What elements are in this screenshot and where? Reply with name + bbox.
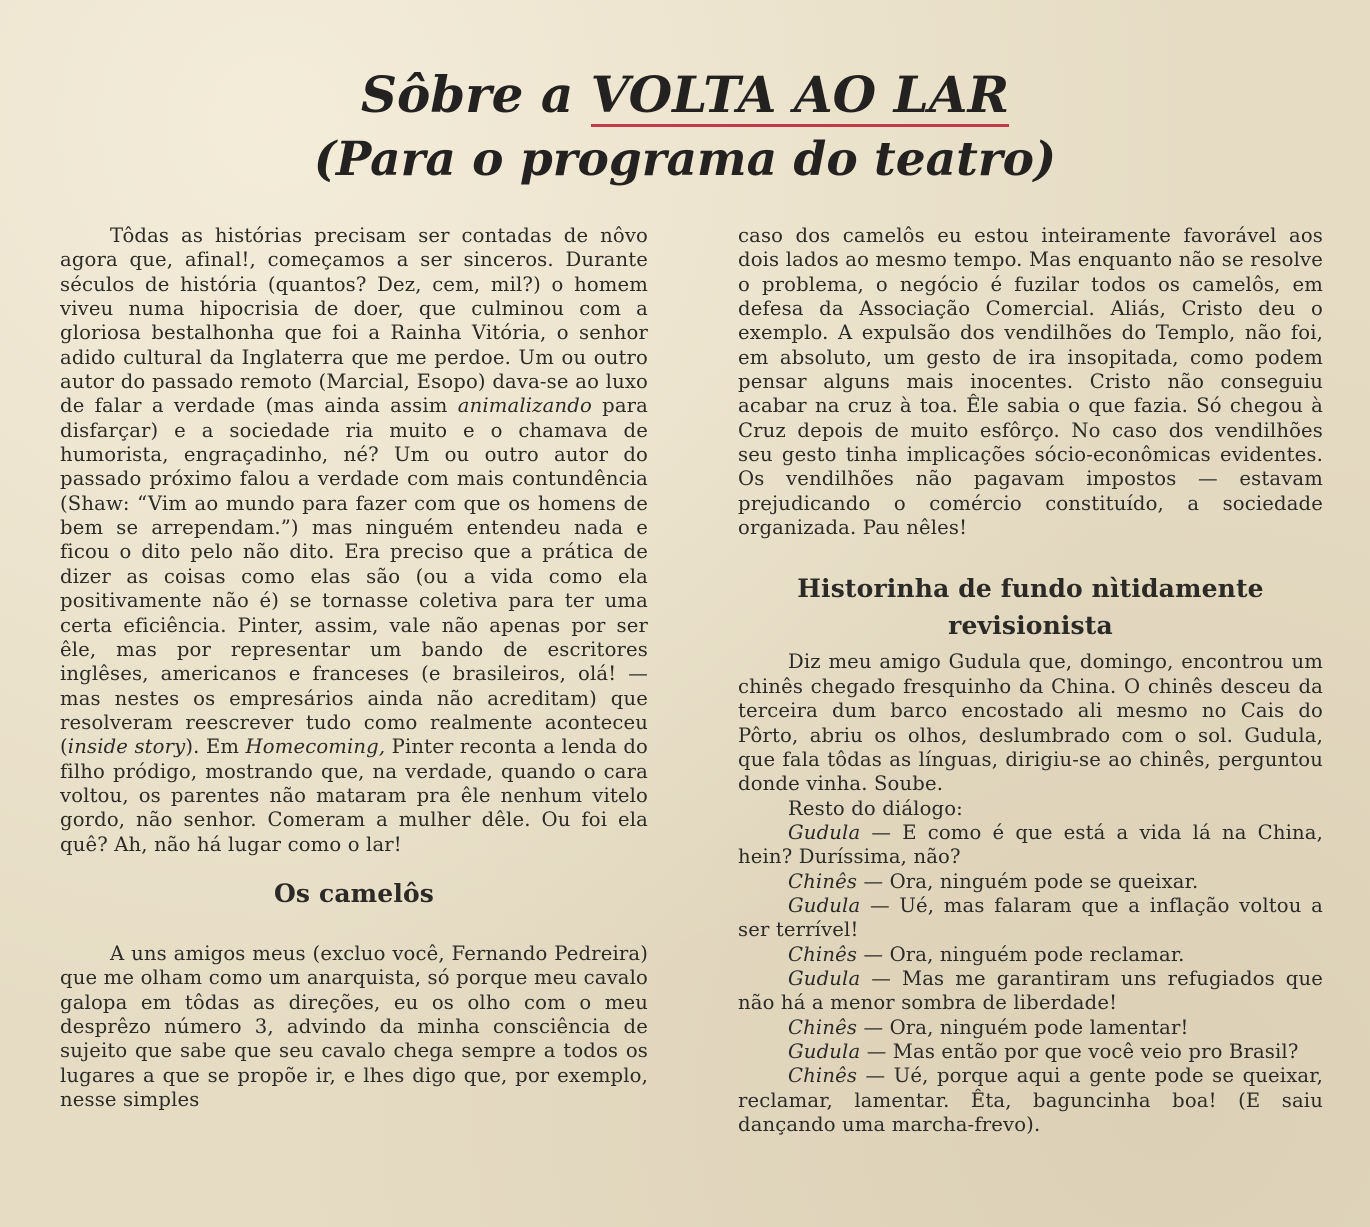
dialogue-text: — Mas me garantiram uns refugiados que não há a menor sombra de liberdade!	[738, 966, 1323, 1015]
dialogue-text: — Ora, ninguém pode reclamar.	[863, 942, 1185, 966]
text-run: ). Em	[185, 735, 240, 759]
dialogue-line	[738, 967, 1323, 1016]
text-run: Pinter reconta a lenda do filho pródigo, mostrando que, na verdade, quando o cara voltou, os parentes não mataram pra êle nenhum vitelo gordo, não senhor. Comeram a mulher dêle. Ou foi ela quê? Ah, não há lugar como o lar!	[60, 735, 648, 856]
dialogue-speaker: Chinês	[788, 1015, 858, 1039]
dialogue-line	[738, 943, 1323, 967]
dialogue-line	[738, 894, 1323, 943]
dialogue-text: — Ué, porque aqui a gente pode se queixar, reclamar, lamentar. Êta, baguncinha boa! (E saiu dançando uma marcha-frevo).	[738, 1064, 1323, 1136]
paragraph-continued: caso dos camelôs eu estou inteiramente favorável aos dois lados ao mesmo tempo. Mas enquanto não se resolve o problema, o negócio é fuzilar todos os camelôs, em defesa da Associação Comercial. Aliás, Cristo deu o exemplo. A expulsão dos vendilhões do Templo, não foi, em absoluto, um gesto de ira insopitada, como podem pensar alguns mais inocentes. Cristo não conseguiu acabar na cruz à toa. Êle sabia o que fazia. Só chegou à Cruz depois de muito esfôrço. No caso dos vendilhões seu gesto tinha implicações sócio-econômicas evidentes. Os vendilhões não pagavam impostos — estavam prejudicando o comércio constituído, a sociedade organizada. Pau nêles!	[738, 224, 1323, 540]
paragraph-intro	[60, 224, 648, 857]
paragraph-historinha: Diz meu amigo Gudula que, domingo, encontrou um chinês chegado fresquinho da China. O chinês desceu da terceira dum barco encostado ali mesmo no Cais do Pôrto, abriu os olhos, deslumbrado com o sol. Gudula, que fala tôdas as línguas, dirigiu-se ao chinês, perguntou donde vinha. Soube.	[738, 650, 1323, 796]
text-run: para disfarçar) e a sociedade ria muito e o chamava de humorista, engraçadinho, né? Um ou outro autor do passado próximo falou a verdade com mais contundência (Shaw: “Vim ao mundo para fazer com que os homens de bem se arrependam.”) mas ninguém entendeu nada e ficou o dito pelo não dito. Era preciso que a prática de dizer as coisas como elas são (ou a vida como ela positivamente não é) se tornasse coletiva para ter uma certa eficiência. Pinter, assim, vale não apenas por ser êle, mas por representar um bando de escritores inglêses, americanos e franceses (e brasileiros, olá! — mas nestes os empresários ainda não acreditam) que resolveram reescrever tudo como realmente aconteceu (	[60, 394, 648, 759]
subhead-camelos: Os camelôs	[273, 878, 435, 908]
dialogue-speaker: Chinês	[788, 869, 858, 893]
dialogue-speaker: Gudula	[788, 893, 861, 917]
title-subtitle: (Para o programa do teatro)	[313, 132, 1057, 187]
dialogue-speaker: Gudula	[788, 966, 861, 990]
dialogue-speaker: Gudula	[788, 820, 861, 844]
dialogue	[738, 821, 1323, 1137]
dialogue-line	[738, 1040, 1323, 1064]
dialogue-text: — Ora, ninguém pode lamentar!	[863, 1015, 1189, 1039]
paragraph-dialogue-intro: Resto do diálogo:	[788, 796, 963, 820]
dialogue-speaker: Chinês	[788, 942, 858, 966]
text-run: Tôdas as histórias precisam ser contadas de nôvo agora que, afinal!, começamos a ser sinceros. Durante séculos de história (quantos? Dez, cem, mil?) o homem viveu numa hipocrisia de doer, que culminou com a gloriosa bestalhonha que foi a Rainha Vitória, o senhor adido cultural da Inglaterra que me perdoe. Um ou outro autor do passado remoto (Marcial, Esopo) dava-se ao luxo de falar a verdade (mas ainda assim	[60, 224, 648, 418]
dialogue-speaker: Gudula	[788, 1039, 861, 1063]
dialogue-text: — Ué, mas falaram que a inflação voltou a ser terrível!	[738, 893, 1323, 942]
paragraph-camelos: A uns amigos meus (excluo você, Fernando Pedreira) que me olham como um anarquista, só porque meu cavalo galopa em tôdas as direções, eu os olho com o meu desprêzo número 3, advindo da minha consciência de sujeito que sabe que seu cavalo chega sempre a todos os lugares a que se propõe ir, e lhes digo que, por exemplo, nesse simples	[60, 941, 648, 1111]
right-column	[738, 224, 1323, 1137]
text-emphasis: inside story	[67, 735, 186, 759]
dialogue-line	[738, 821, 1323, 870]
dialogue-text: — Ora, ninguém pode se queixar.	[863, 869, 1199, 893]
dialogue-text: — Mas então por que você veio pro Brasil?	[866, 1039, 1299, 1063]
dialogue-line	[738, 870, 1323, 894]
text-emphasis: Homecoming,	[245, 735, 386, 759]
title-line-1	[0, 62, 1370, 128]
subhead-historinha: Historinha de fundo nìtidamente revisionista	[797, 574, 1264, 641]
title-prefix: Sôbre a	[360, 65, 574, 124]
article-title	[0, 62, 1370, 192]
dialogue-line	[738, 1016, 1323, 1040]
dialogue-speaker: Chinês	[788, 1064, 858, 1088]
left-column	[60, 224, 648, 1112]
title-highlight: VOLTA AO LAR	[591, 65, 1009, 127]
text-emphasis: animalizando	[457, 394, 592, 418]
dialogue-line	[738, 1064, 1323, 1137]
dialogue-text: — E como é que está a vida lá na China, hein? Duríssima, não?	[738, 820, 1323, 869]
